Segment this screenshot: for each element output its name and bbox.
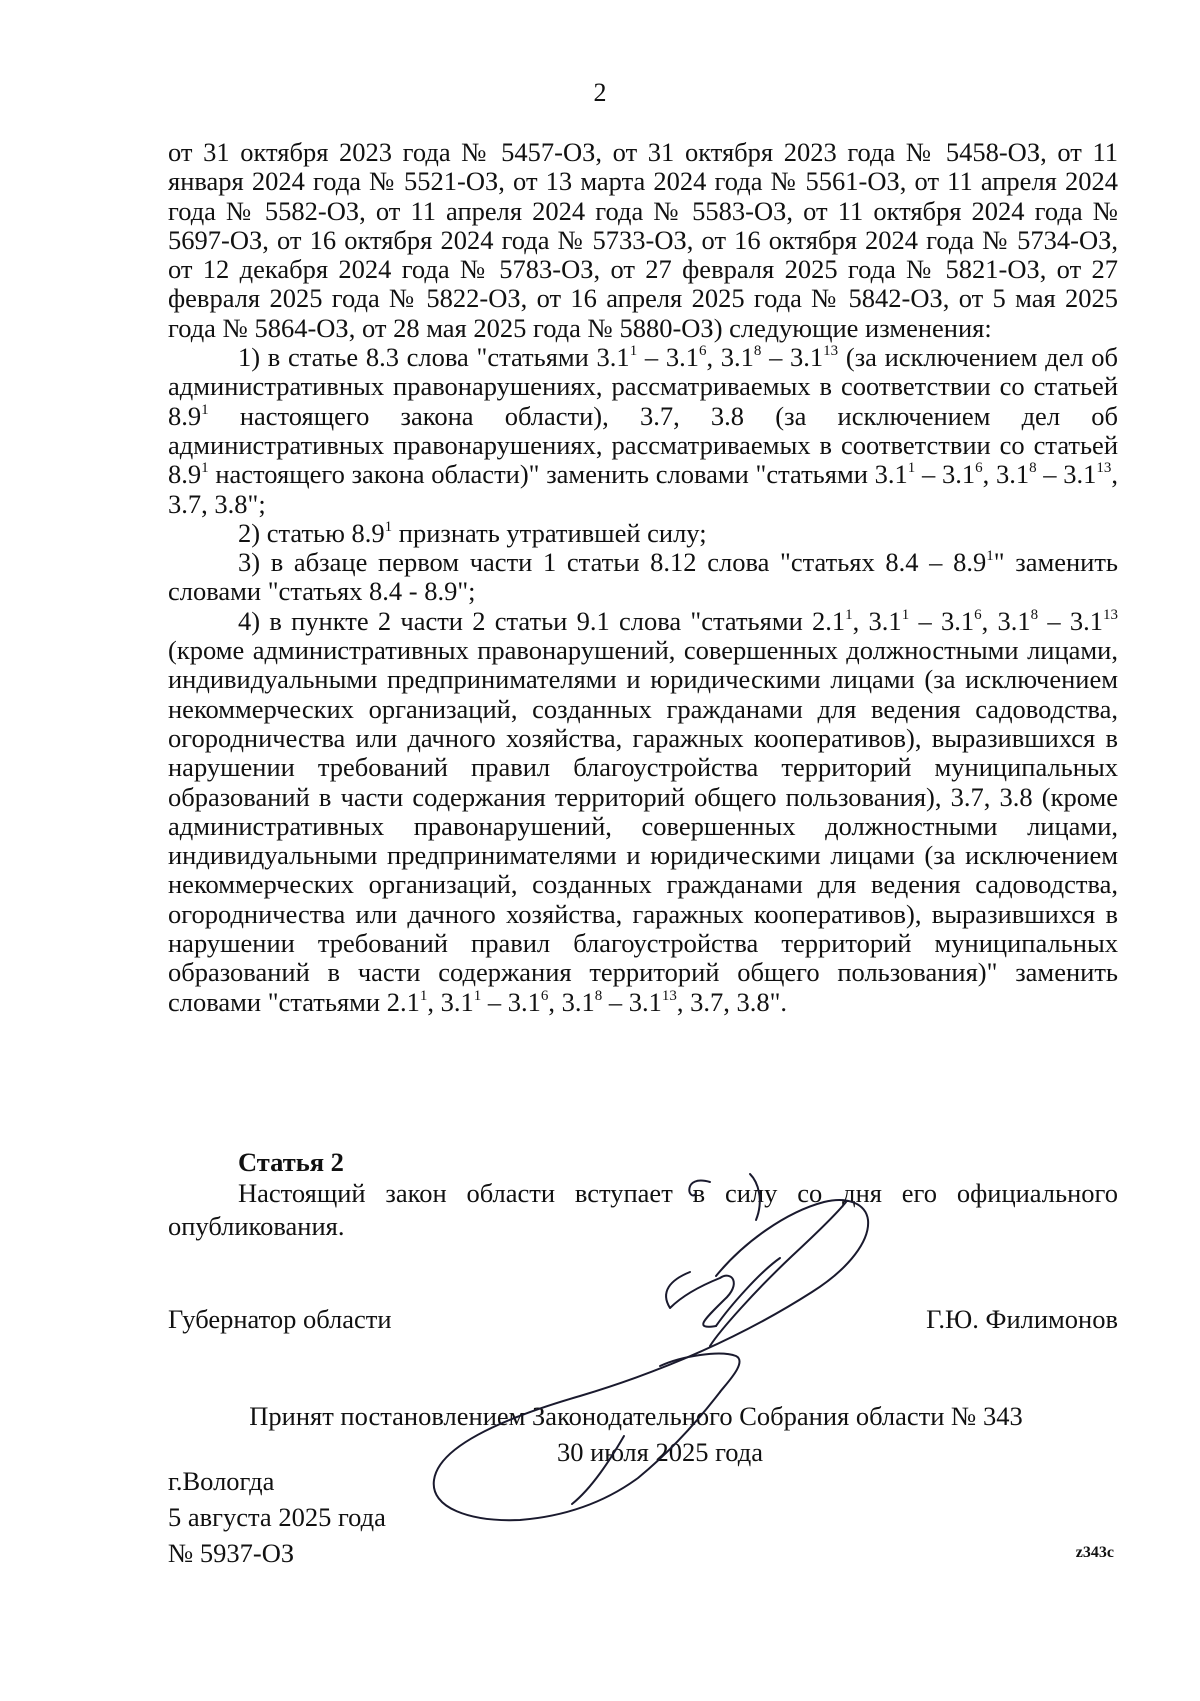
paragraph-text: 2) статью 8.9: [238, 517, 385, 548]
paragraph-text: , 3.1: [852, 605, 902, 636]
page-number: 2: [593, 78, 607, 107]
paragraph-text: признать утратившей силу;: [392, 517, 707, 548]
article-2-paragraph: Настоящий закон области вступает в силу со дня его официального опубликования.: [168, 1178, 1118, 1241]
paragraph-text: – 3.1: [481, 986, 541, 1017]
paragraph-text: – 3.1: [1036, 459, 1097, 490]
adoption-line: Принят постановлением Законодательного Собрания области № 343: [249, 1401, 1023, 1431]
paragraph-text: от 31 октября 2023 года № 5457-ОЗ, от 31 октября 2023 года № 5458-ОЗ, от 11 января 2024 года № 5521-ОЗ, от 13 марта 2024 года № 5561-ОЗ, от 11 апреля 2024 года № 5582-ОЗ, от 11 апреля 2024 года № 5583-ОЗ, от 11 октября 2024 года № 5697-ОЗ, от 16 октября 2024 года № 5733-ОЗ, от 16 октября 2024 года № 5734-ОЗ, от 12 декабря 2024 года № 5783-ОЗ, от 27 февраля 2025 года № 5821-ОЗ, от 27 февраля 2025 года № 5822-ОЗ, от 16 апреля 2025 года № 5842-ОЗ, от 5 мая 2025 года № 5864-ОЗ, от 28 мая 2025 года № 5880-ОЗ) следующие изменения:: [168, 137, 1118, 343]
signatory-name: Г.Ю. Филимонов: [926, 1304, 1118, 1334]
document-code: z343c: [1075, 1544, 1114, 1561]
paragraph-text: (кроме административных правонарушений, совершенных должностными лицами, индивидуальными предпринимателями и юридическими лицами (за исключением некоммерческих организаций, созданных гражданами для ведения садоводства, огородничества или дачного хозяйства, гаражных кооперативов), выразившихся в нарушении требований правил благоустройства территорий муниципальных образований в части содержания территорий общего пользования), 3.7, 3.8 (кроме административных правонарушений, совершенных должностными лицами, индивидуальными предпринимателями и юридическими лицами (за исключением некоммерческих организаций, созданных гражданами для ведения садоводства, огородничества или дачного хозяйства, гаражных кооперативов), выразившихся в нарушении требований правил благоустройства территорий муниципальных образований в части содержания территорий общего пользования)" заменить словами "статьями 2.1: [168, 635, 1118, 1017]
paragraph-text: 1) в статье 8.3 слова "статьями 3.1: [238, 342, 630, 373]
article-2-title: Статья 2: [238, 1147, 344, 1177]
superscript-index: 1: [473, 987, 482, 1004]
paragraph-text: – 3.1: [761, 342, 824, 373]
superscript-index: 1: [907, 460, 916, 477]
paragraph-text: настоящего закона области), 3.7, 3.8 (за исключением дел об административных правонарушениях, рассматриваемых в соответствии со статьей 8.9: [168, 400, 1118, 490]
paragraph-text: , 3.1: [982, 459, 1030, 490]
handwritten-signature: [420, 1160, 940, 1530]
paragraph-text: , 3.1: [427, 986, 474, 1017]
paragraph-text: , 3.1: [548, 986, 595, 1017]
superscript-index: 13: [823, 343, 839, 360]
paragraph-text: 3) в абзаце первом части 1 статьи 8.12 слова "статьях 8.4 – 8.9: [238, 547, 987, 578]
superscript-index: 8: [1030, 606, 1039, 623]
superscript-index: 6: [698, 343, 707, 360]
superscript-index: 13: [661, 987, 677, 1004]
superscript-index: 6: [975, 460, 983, 477]
superscript-index: 1: [986, 548, 994, 565]
paragraph-text: – 3.1: [909, 605, 975, 636]
superscript-index: 8: [594, 987, 603, 1004]
paragraph-text: – 3.1: [1038, 605, 1104, 636]
amendment-paragraph: [168, 343, 1118, 519]
superscript-index: 8: [1029, 460, 1037, 477]
superscript-index: 6: [540, 987, 549, 1004]
paragraph-text: " заменить словами "статьях 8.4 - 8.9";: [168, 547, 1119, 607]
superscript-index: 1: [201, 460, 209, 477]
superscript-index: 1: [845, 606, 853, 623]
paragraph-text: , 3.7, 3.8".: [676, 986, 788, 1017]
superscript-index: 13: [1096, 460, 1112, 477]
law-amendments-text: [168, 138, 1118, 1017]
paragraph-text: 4) в пункте 2 части 2 статьи 9.1 слова "статьями 2.1: [238, 605, 846, 636]
document-date: 5 августа 2025 года: [168, 1502, 386, 1532]
paragraph-text: , 3.1: [706, 342, 754, 373]
adoption-date: 30 июля 2025 года: [556, 1437, 764, 1467]
paragraph-text: – 3.1: [602, 986, 662, 1017]
amendment-paragraph: [168, 138, 1118, 343]
paragraph-text: , 3.1: [981, 605, 1031, 636]
superscript-index: 13: [1103, 606, 1119, 623]
city: г.Вологда: [168, 1466, 275, 1496]
superscript-index: 1: [901, 606, 910, 623]
superscript-index: 1: [201, 401, 209, 418]
superscript-index: 1: [419, 987, 428, 1004]
superscript-index: 6: [974, 606, 982, 623]
paragraph-text: , 3.7, 3.8";: [168, 459, 1119, 519]
document-number: № 5937-ОЗ: [168, 1538, 295, 1568]
amendment-paragraph: [168, 607, 1118, 1017]
paragraph-text: (за исключением дел об административных правонарушениях, рассматриваемых в соответствии со статьей 8.9: [168, 342, 1119, 431]
amendment-paragraph: [168, 548, 1118, 607]
paragraph-text: настоящего закона области)" заменить словами "статьями 3.1: [208, 459, 908, 490]
superscript-index: 8: [753, 343, 762, 360]
amendment-paragraph: [168, 519, 1118, 548]
superscript-index: 1: [629, 343, 638, 360]
document-place-date: [168, 1463, 386, 1571]
signatory-position: Губернатор области: [168, 1304, 392, 1334]
paragraph-text: – 3.1: [915, 459, 976, 490]
paragraph-text: – 3.1: [637, 342, 699, 373]
superscript-index: 1: [384, 518, 393, 535]
